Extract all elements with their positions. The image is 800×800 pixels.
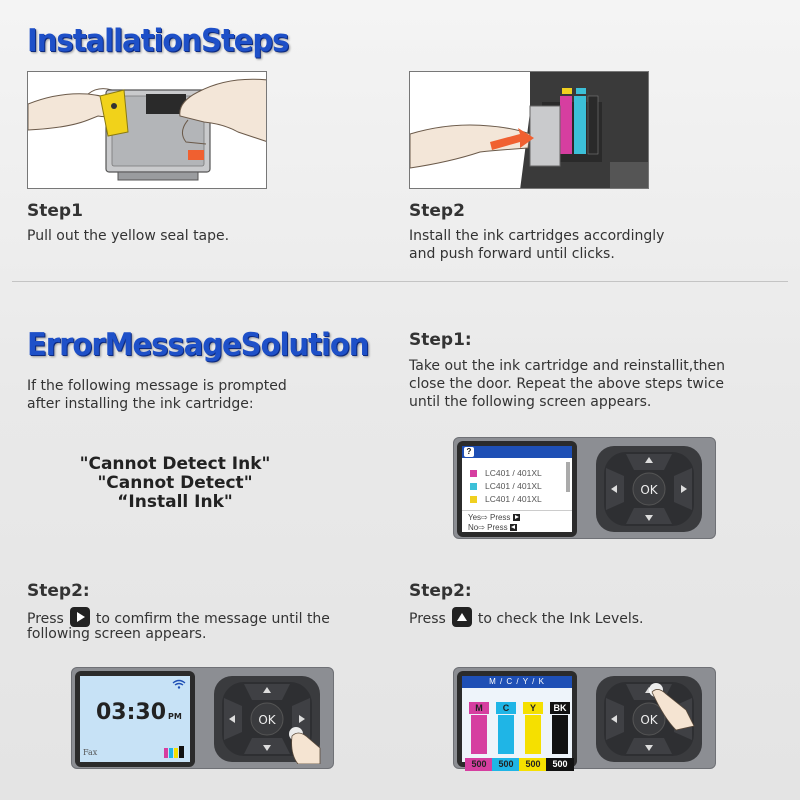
error-step1-title: Step1: (409, 330, 472, 350)
ink-level-bk (546, 700, 574, 754)
printer-panel-ink (453, 667, 716, 769)
ink-value-c: 500 (492, 758, 520, 771)
left-key-icon (510, 524, 517, 531)
lcd-inner-home (80, 676, 190, 762)
ink-label-m: M (469, 702, 489, 714)
error-step2b-line1: Press to check the Ink Levels. (409, 607, 644, 628)
error-intro-line2: after installing the ink cartridge: (27, 396, 254, 412)
dialog-scrollbar[interactable] (566, 462, 570, 492)
cartridge-tape-illustration (28, 72, 267, 189)
magenta-swatch-icon (470, 470, 477, 477)
dialog-yes-row: Yes⇨ Press (468, 513, 520, 522)
dpad-ink[interactable] (594, 674, 704, 764)
error-step1-line3: until the following screen appears. (409, 394, 652, 410)
error-message-2: "Cannot Detect" (97, 473, 253, 493)
error-step2b-title: Step2: (409, 581, 472, 601)
step1-photo (27, 71, 267, 189)
ink-header: M / C / Y / K (462, 676, 572, 688)
installation-heading: InstallationSteps (27, 21, 289, 59)
dialog-item-2: LC401 / 401XL (470, 481, 542, 494)
printer-panel-home (71, 667, 334, 769)
ink-level-y (519, 700, 547, 754)
yellow-swatch-icon (470, 496, 477, 503)
right-key-icon (513, 514, 520, 521)
error-message-3: “Install Ink" (117, 492, 233, 512)
ink-bar-bk (552, 715, 568, 754)
error-step2a-line1: Press to comfirm the message until the (27, 607, 330, 628)
fax-label: Fax (83, 748, 98, 757)
ok-label-ink: OK (640, 713, 658, 727)
ink-label-bk: BK (550, 702, 570, 714)
install-step1-text: Pull out the yellow seal tape. (27, 228, 230, 244)
lcd-screen-home (75, 671, 195, 767)
question-icon: ? (464, 447, 474, 457)
install-step1-title: Step1 (27, 201, 83, 221)
step2-photo (409, 71, 649, 189)
ink-value-m: 500 (465, 758, 493, 771)
dpad-home[interactable] (212, 674, 322, 764)
dialog-no-row: No⇨ Press (468, 523, 517, 532)
error-message-1: "Cannot Detect Ink" (79, 454, 271, 474)
cyan-swatch-icon (470, 483, 477, 490)
clock-time: 03:30 PM (96, 700, 182, 725)
error-step1-line1: Take out the ink cartridge and reinstallit,then (409, 358, 726, 374)
lcd-screen-ink (457, 671, 577, 767)
ink-value-bk: 500 (546, 758, 574, 771)
lcd-inner (462, 446, 572, 532)
ink-value-y: 500 (519, 758, 547, 771)
ink-label-y: Y (523, 702, 543, 714)
error-heading: ErrorMessageSolution (27, 325, 369, 363)
ink-label-c: C (496, 702, 516, 714)
section-divider (12, 281, 788, 282)
ok-label: OK (640, 483, 658, 497)
lcd-inner-ink (462, 676, 572, 769)
right-arrow-key-icon (70, 607, 90, 627)
dialog-header (462, 446, 572, 458)
install-step2-line1: Install the ink cartridges accordingly (409, 228, 665, 244)
dialog-item-1: LC401 / 401XL (470, 468, 542, 481)
ink-level-mini-icon (164, 746, 186, 758)
install-step2-title: Step2 (409, 201, 465, 221)
up-arrow-key-icon (452, 607, 472, 627)
error-intro-line1: If the following message is prompted (27, 378, 287, 394)
ink-level-m (465, 700, 493, 754)
error-step1-line2: close the door. Repeat the above steps twice (409, 376, 725, 392)
printer-panel-dialog (453, 437, 716, 539)
ink-level-c (492, 700, 520, 754)
ink-bar-c (498, 715, 514, 754)
install-step2-line2: and push forward until clicks. (409, 246, 615, 262)
printer-insert-illustration (410, 72, 649, 189)
wifi-icon (172, 679, 186, 689)
error-step2a-line2: following screen appears. (27, 626, 207, 642)
lcd-screen (457, 441, 577, 537)
ink-bar-m (471, 715, 487, 754)
error-step2a-title: Step2: (27, 581, 90, 601)
ink-bar-y (525, 715, 541, 754)
ok-label-home: OK (258, 713, 276, 727)
dpad[interactable] (594, 444, 704, 534)
dialog-item-3: LC401 / 401XL (470, 494, 542, 507)
